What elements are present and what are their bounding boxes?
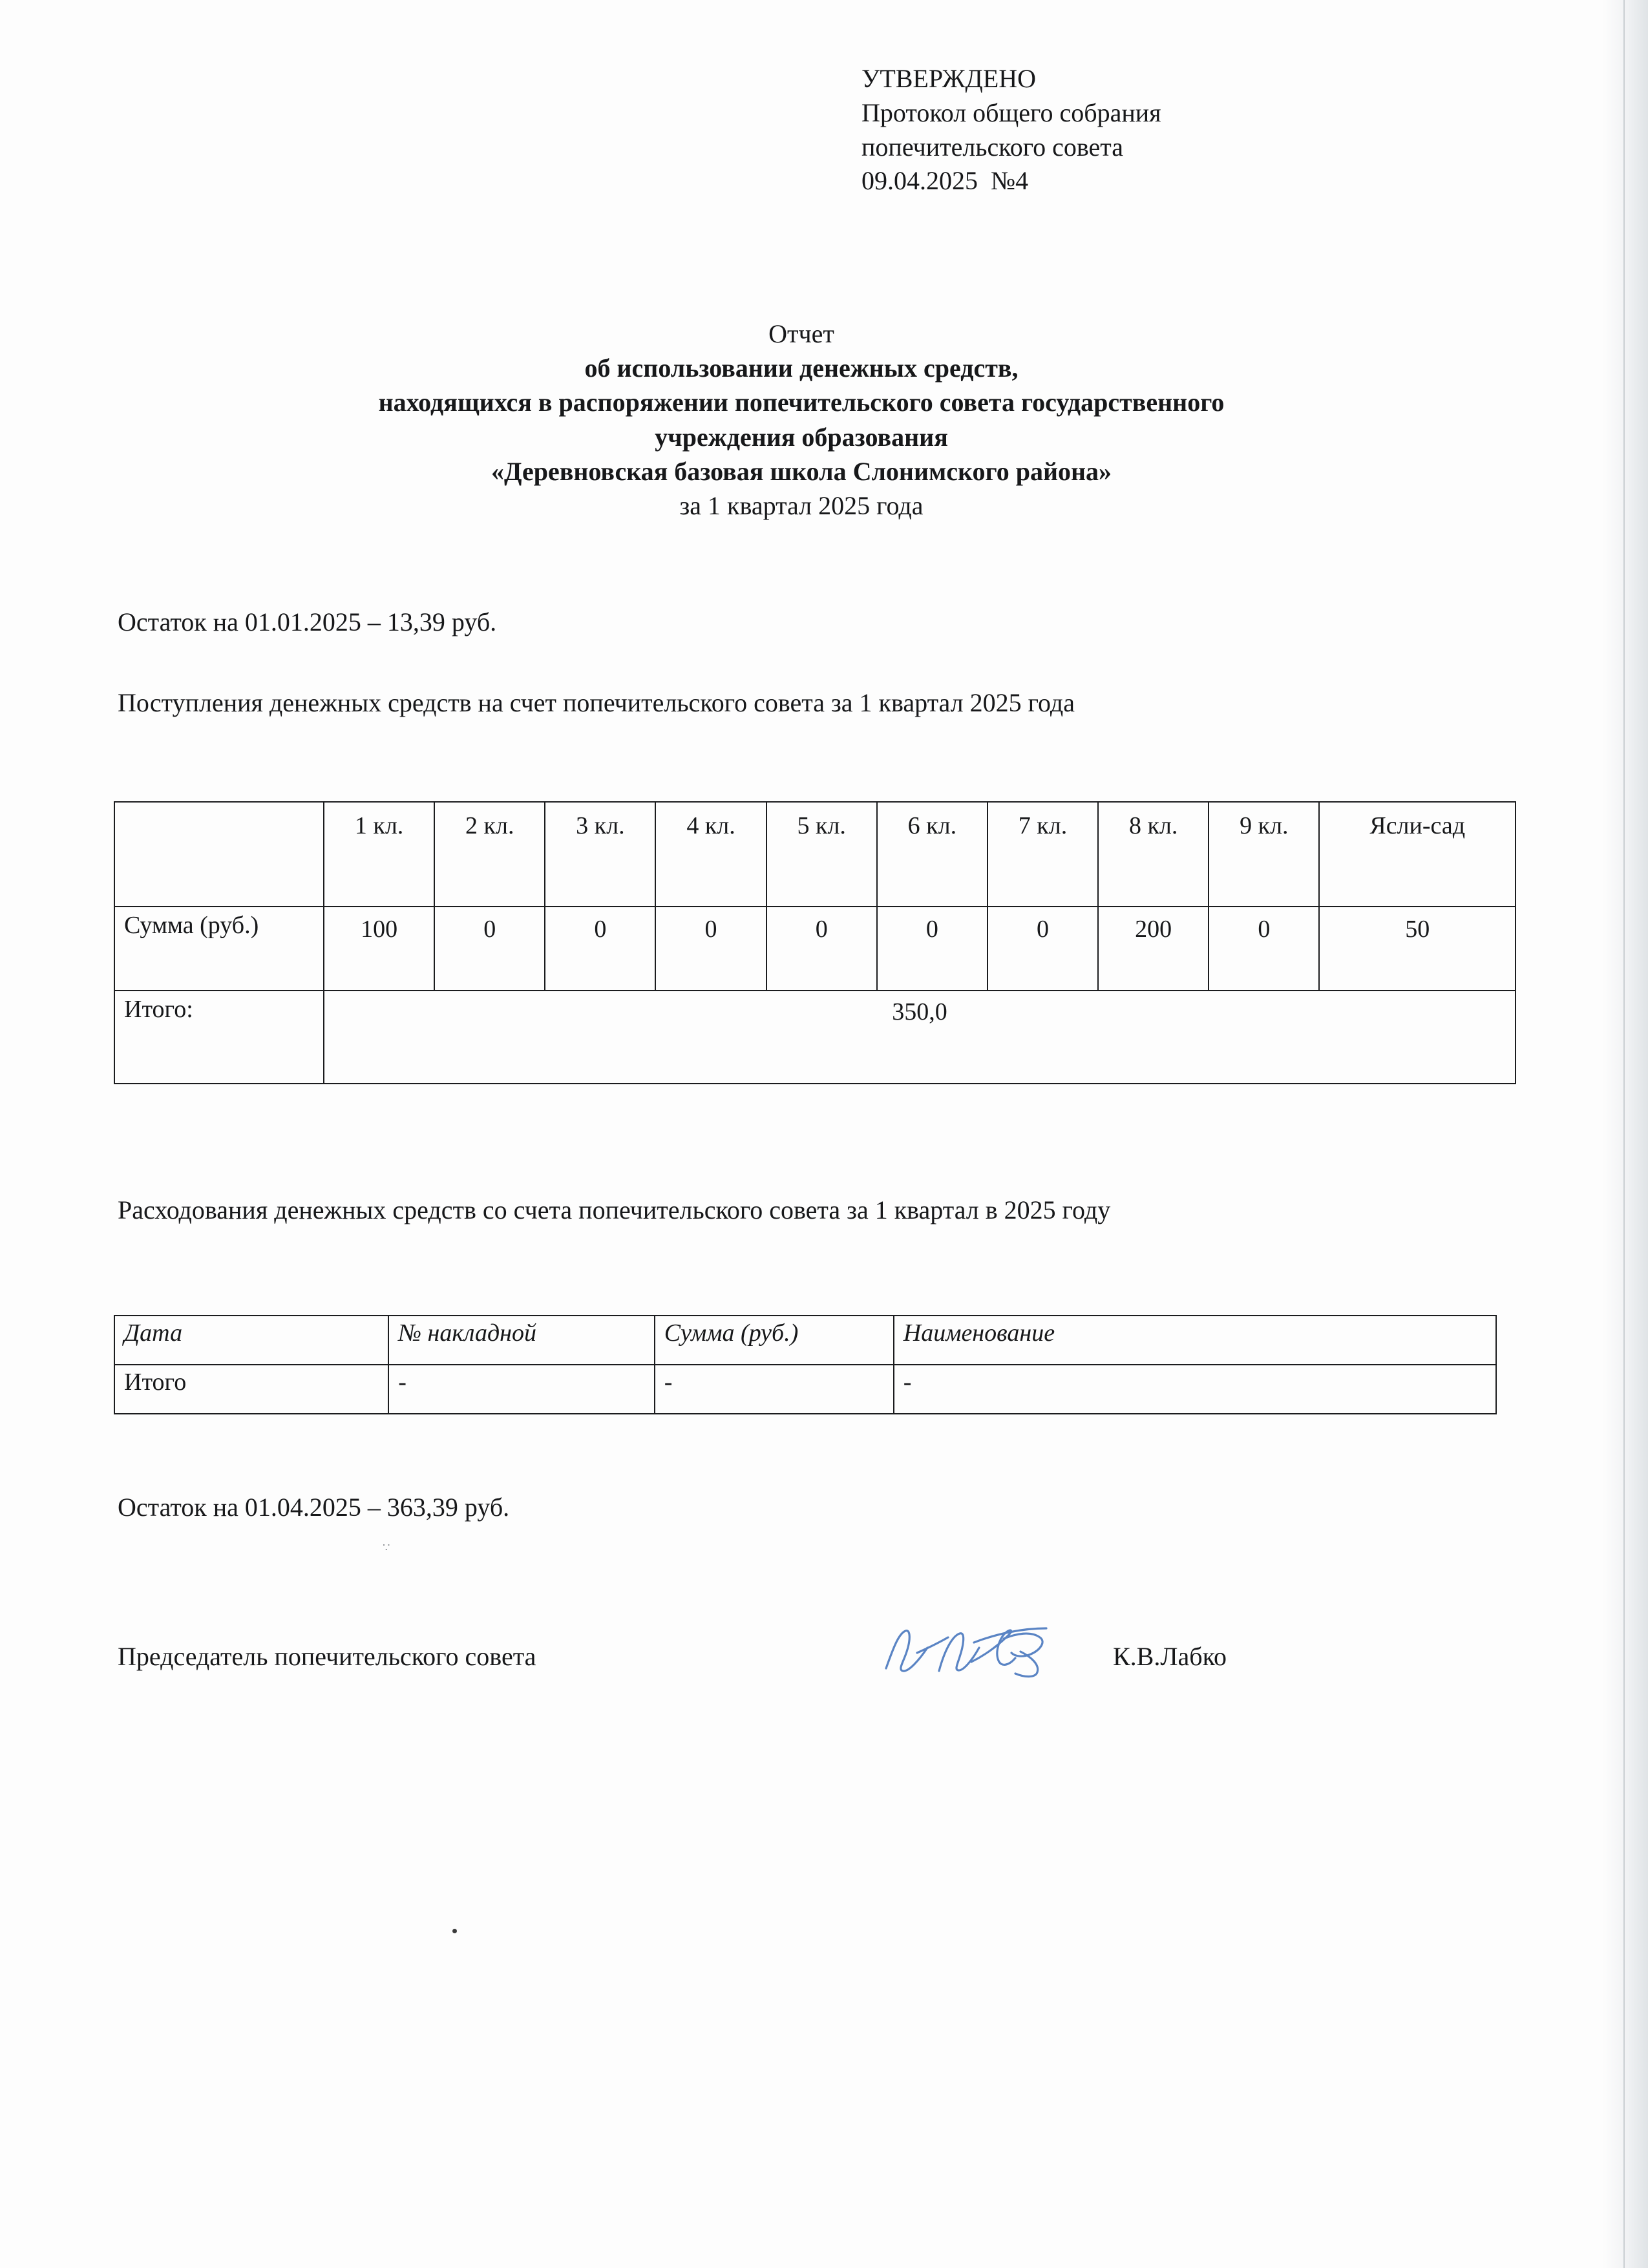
title-line-5: «Деревновская базовая школа Слонимского района» <box>491 456 1112 486</box>
scan-edge-line <box>1623 0 1625 2268</box>
income-value-9: 0 <box>1209 907 1319 991</box>
income-corner-cell <box>114 802 324 907</box>
income-table <box>114 801 1516 1084</box>
expense-heading: Расходования денежных средств со счета попечительского совета за 1 квартал в 2025 году <box>118 1195 1111 1224</box>
expense-header-name: Наименование <box>894 1316 1496 1365</box>
income-col-6: 6 кл. <box>877 802 988 907</box>
income-col-10: Ясли-сад <box>1319 802 1516 907</box>
income-heading: Поступления денежных средств на счет попечительского совета за 1 квартал 2025 года <box>118 688 1075 717</box>
expense-total-amount: - <box>655 1365 894 1414</box>
income-value-10: 50 <box>1319 907 1516 991</box>
title-line-1: Отчет <box>768 319 834 348</box>
income-value-7: 0 <box>988 907 1098 991</box>
signature-name: К.В.Лабко <box>1113 1642 1227 1671</box>
expense-header-amount: Сумма (руб.) <box>655 1316 894 1365</box>
income-col-7: 7 кл. <box>988 802 1098 907</box>
approval-line-3: попечительского совета <box>861 132 1123 162</box>
expense-header-date: Дата <box>114 1316 388 1365</box>
title-line-3: находящихся в распоряжении попечительского совета государственного <box>378 388 1225 417</box>
expense-total-label: Итого <box>114 1365 388 1414</box>
income-col-2: 2 кл. <box>434 802 545 907</box>
scan-artifact-dot <box>452 1929 457 1933</box>
income-row-label: Сумма (руб.) <box>114 907 324 991</box>
income-value-3: 0 <box>545 907 655 991</box>
income-value-5: 0 <box>766 907 877 991</box>
income-value-2: 0 <box>434 907 545 991</box>
approval-line-4: 09.04.2025 №4 <box>861 166 1029 196</box>
income-col-9: 9 кл. <box>1209 802 1319 907</box>
signature-role: Председатель попечительского совета <box>118 1642 536 1671</box>
table-row-sum <box>114 907 1516 991</box>
balance-start-text: Остаток на 01.01.2025 – 13,39 руб. <box>118 607 497 636</box>
title-line-4: учреждения образования <box>655 422 948 452</box>
table-row-header <box>114 1316 1496 1365</box>
approval-line-2: Протокол общего собрания <box>861 98 1161 127</box>
income-col-3: 3 кл. <box>545 802 655 907</box>
income-col-5: 5 кл. <box>766 802 877 907</box>
scan-edge-shadow <box>1603 0 1648 2268</box>
expense-total-name: - <box>894 1365 1496 1414</box>
income-col-8: 8 кл. <box>1098 802 1209 907</box>
income-total-value: 350,0 <box>324 991 1516 1084</box>
expense-header-invoice: № накладной <box>388 1316 655 1365</box>
income-col-1: 1 кл. <box>324 802 434 907</box>
title-line-2: об использовании денежных средств, <box>584 353 1019 383</box>
approval-block <box>861 62 1391 198</box>
table-row-total <box>114 991 1516 1084</box>
income-col-4: 4 кл. <box>655 802 766 907</box>
title-line-6: за 1 квартал 2025 года <box>679 490 924 520</box>
document-title <box>116 317 1486 523</box>
income-value-1: 100 <box>324 907 434 991</box>
income-value-4: 0 <box>655 907 766 991</box>
income-value-8: 200 <box>1098 907 1209 991</box>
income-value-6: 0 <box>877 907 988 991</box>
scan-artifact-dots: ∵ <box>383 1541 390 1554</box>
expense-table <box>114 1315 1497 1414</box>
table-row-header <box>114 802 1516 907</box>
income-total-label: Итого: <box>114 991 324 1084</box>
balance-end-text: Остаток на 01.04.2025 – 363,39 руб. <box>118 1493 510 1522</box>
approval-line-1: УТВЕРЖДЕНО <box>861 64 1037 93</box>
signature-icon <box>877 1614 1084 1685</box>
table-row <box>114 1365 1496 1414</box>
expense-total-invoice: - <box>388 1365 655 1414</box>
